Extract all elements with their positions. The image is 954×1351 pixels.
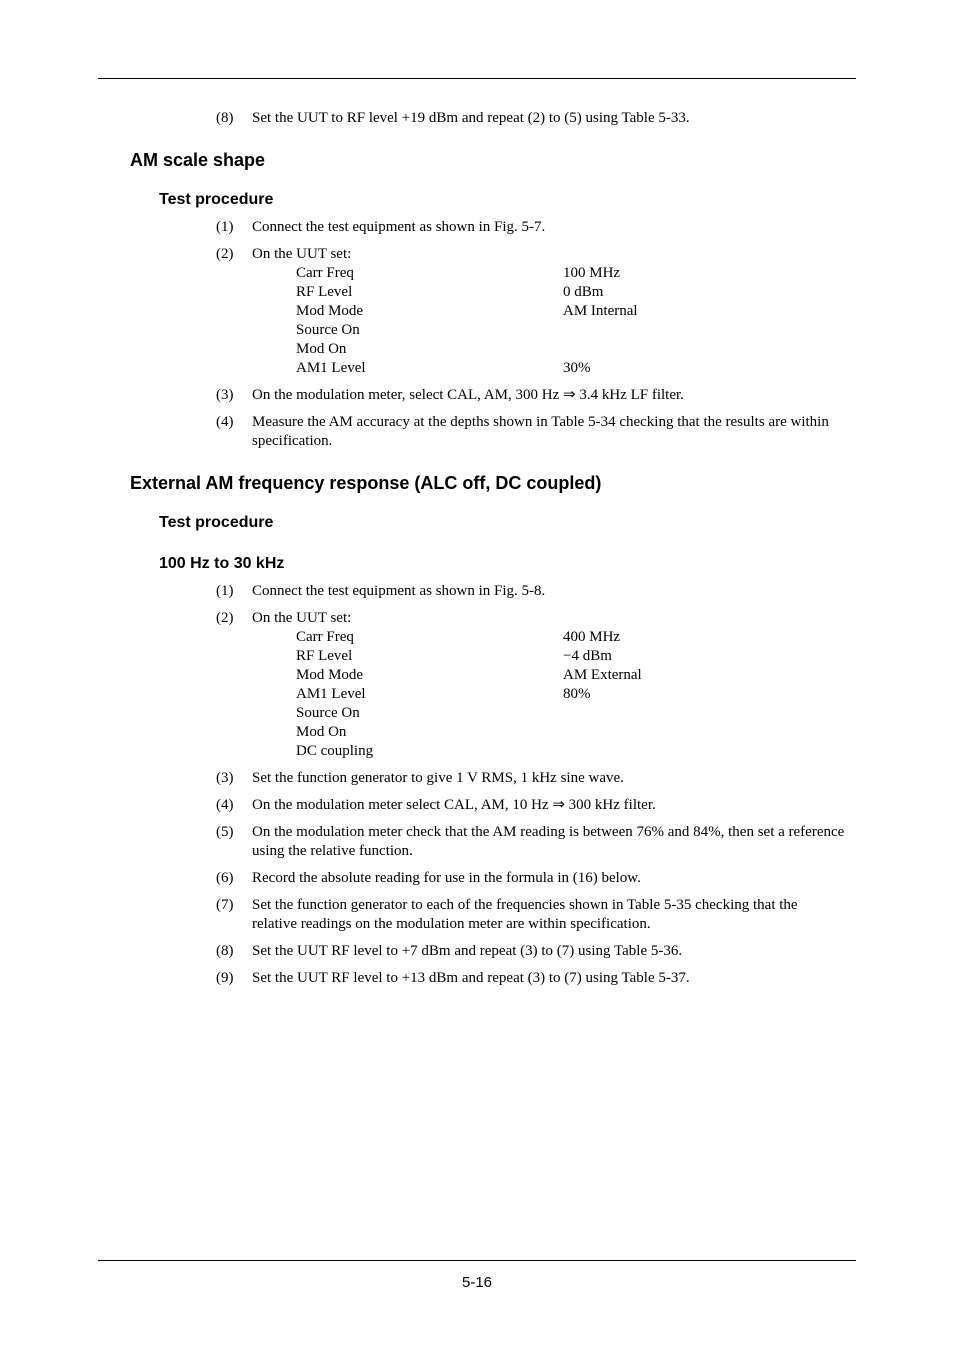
step-text: On the UUT set: xyxy=(252,246,352,262)
subheading-test-procedure: Test procedure xyxy=(159,191,274,208)
ext-am-step-6 xyxy=(216,869,846,888)
section-heading-am-scale-shape: AM scale shape xyxy=(130,150,266,170)
setting-key: DC coupling xyxy=(296,743,374,759)
am-scale-step-1 xyxy=(216,218,846,237)
setting-value: 0 dBm xyxy=(563,284,604,300)
step-number: (5) xyxy=(216,824,234,840)
ext-am-step-9 xyxy=(216,969,846,988)
page-number: 5-16 xyxy=(461,1274,493,1291)
setting-key: RF Level xyxy=(296,284,353,300)
step-text: Set the UUT RF level to +13 dBm and repeat (3) to (7) using Table 5-37. xyxy=(252,970,690,986)
setting-key: AM1 Level xyxy=(296,686,366,702)
step-text: Connect the test equipment as shown in Fig. 5-8. xyxy=(252,583,546,599)
setting-key: Carr Freq xyxy=(296,629,354,645)
setting-key: Source On xyxy=(296,322,360,338)
step-text: Set the UUT to RF level +19 dBm and repeat (2) to (5) using Table 5-33. xyxy=(252,110,690,126)
ext-am-step-7 xyxy=(216,896,846,934)
ext-am-step-2 xyxy=(216,609,846,628)
step-text: On the modulation meter check that the AM reading is between 76% and 84%, then set a reference using the relative function. xyxy=(252,824,845,859)
setting-key: Mod On xyxy=(296,341,347,357)
step-number: (8) xyxy=(216,110,234,126)
step-number: (2) xyxy=(216,246,234,262)
step-number: (3) xyxy=(216,770,234,786)
setting-value: 30% xyxy=(563,360,591,376)
section-heading-external-am: External AM frequency response (ALC off, DC coupled) xyxy=(130,473,602,493)
setting-value: −4 dBm xyxy=(563,648,612,664)
ext-am-step-3 xyxy=(216,769,846,788)
am-scale-step-4 xyxy=(216,413,846,451)
subheading-test-procedure: Test procedure xyxy=(159,514,274,531)
step-text: On the modulation meter, select CAL, AM, 300 Hz ⇒ 3.4 kHz LF filter. xyxy=(252,387,684,403)
step-text: Record the absolute reading for use in the formula in (16) below. xyxy=(252,870,641,886)
ext-am-step-8 xyxy=(216,942,846,961)
step-text: On the modulation meter select CAL, AM, 10 Hz ⇒ 300 kHz filter. xyxy=(252,797,656,813)
footer-rule xyxy=(98,1260,856,1261)
step-number: (4) xyxy=(216,414,234,430)
step-number: (6) xyxy=(216,870,234,886)
setting-key: AM1 Level xyxy=(296,360,366,376)
step-text: Set the UUT RF level to +7 dBm and repeat (3) to (7) using Table 5-36. xyxy=(252,943,683,959)
step-text: Set the function generator to give 1 V RMS, 1 kHz sine wave. xyxy=(252,770,624,786)
am-scale-step-2 xyxy=(216,245,846,264)
step-number: (1) xyxy=(216,583,234,599)
setting-value: 100 MHz xyxy=(563,265,621,281)
setting-value: AM External xyxy=(563,667,642,683)
step-text: On the UUT set: xyxy=(252,610,352,626)
setting-key: Mod Mode xyxy=(296,303,364,319)
setting-key: Mod On xyxy=(296,724,347,740)
step-number: (2) xyxy=(216,610,234,626)
ext-am-step-4 xyxy=(216,796,846,815)
ext-am-step-5 xyxy=(216,823,846,861)
setting-value: 80% xyxy=(563,686,591,702)
step-number: (8) xyxy=(216,943,234,959)
setting-key: Mod Mode xyxy=(296,667,364,683)
setting-value: 400 MHz xyxy=(563,629,621,645)
step-text: Set the function generator to each of the frequencies shown in Table 5-35 checking that the relative readings on the modulation meter are within specification. xyxy=(252,897,798,932)
setting-key: RF Level xyxy=(296,648,353,664)
setting-key: Source On xyxy=(296,705,360,721)
step-number: (9) xyxy=(216,970,234,986)
step-number: (1) xyxy=(216,219,234,235)
step-number: (4) xyxy=(216,797,234,813)
step-8-carryover xyxy=(216,109,846,128)
step-text: Measure the AM accuracy at the depths shown in Table 5-34 checking that the results are within specification. xyxy=(252,414,829,449)
header-rule xyxy=(98,78,856,79)
step-number: (7) xyxy=(216,897,234,913)
setting-value: AM Internal xyxy=(563,303,638,319)
setting-key: Carr Freq xyxy=(296,265,354,281)
step-text: Connect the test equipment as shown in Fig. 5-7. xyxy=(252,219,546,235)
subheading-frequency-range: 100 Hz to 30 kHz xyxy=(159,555,285,572)
step-number: (3) xyxy=(216,387,234,403)
ext-am-step-1 xyxy=(216,582,846,601)
am-scale-step-3 xyxy=(216,386,846,405)
